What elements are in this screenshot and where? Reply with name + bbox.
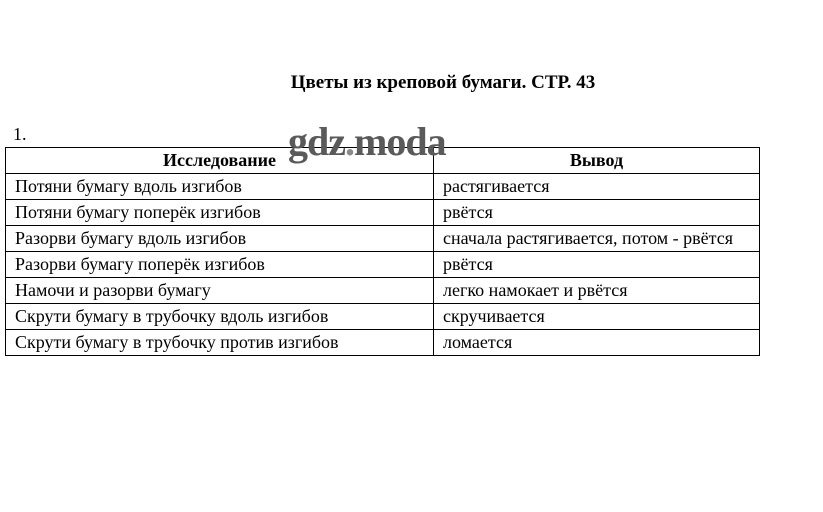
table-cell-conclusion: растягивается <box>434 174 760 200</box>
column-header-conclusion: Вывод <box>434 148 760 174</box>
column-header-research: Исследование <box>6 148 434 174</box>
table-cell-conclusion: рвётся <box>434 200 760 226</box>
table-cell-conclusion: сначала растягивается, потом - рвётся <box>434 226 760 252</box>
page-title: Цветы из креповой бумаги. СТР. 43 <box>290 72 596 93</box>
table-cell-conclusion: рвётся <box>434 252 760 278</box>
table-row <box>6 304 760 330</box>
task-number: 1. <box>13 124 27 144</box>
table-cell-conclusion: скручивается <box>434 304 760 330</box>
table-cell-research: Потяни бумагу вдоль изгибов <box>6 174 434 200</box>
table-cell-research: Скрути бумагу в трубочку вдоль изгибов <box>6 304 434 330</box>
table-row <box>6 200 760 226</box>
table-row <box>6 174 760 200</box>
table-cell-research: Потяни бумагу поперёк изгибов <box>6 200 434 226</box>
table-row <box>6 278 760 304</box>
table-row <box>6 330 760 356</box>
table-cell-research: Разорви бумагу вдоль изгибов <box>6 226 434 252</box>
table-cell-research: Намочи и разорви бумагу <box>6 278 434 304</box>
watermark-part-gdz: gdz <box>288 119 345 164</box>
table-cell-conclusion: легко намокает и рвётся <box>434 278 760 304</box>
watermark-dot: . <box>345 119 354 164</box>
table-cell-conclusion: ломается <box>434 330 760 356</box>
table-cell-research: Скрути бумагу в трубочку против изгибов <box>6 330 434 356</box>
table-row <box>6 252 760 278</box>
watermark-logo <box>288 119 446 164</box>
table-row <box>6 226 760 252</box>
results-table <box>5 147 760 356</box>
watermark-part-moda: moda <box>354 119 446 164</box>
table-cell-research: Разорви бумагу поперёк изгибов <box>6 252 434 278</box>
